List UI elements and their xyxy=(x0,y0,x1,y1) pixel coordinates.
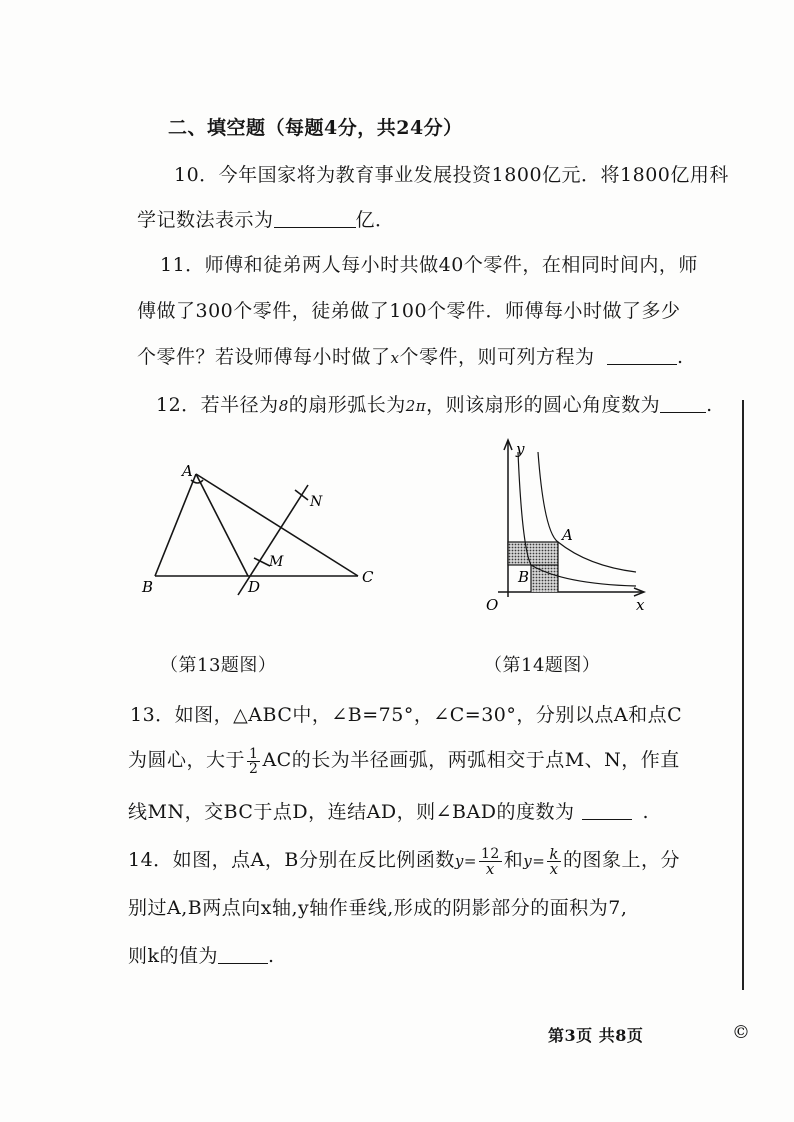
section-header: 二、填空题（每题4分，共24分） xyxy=(168,117,463,139)
segment-ab xyxy=(155,474,196,576)
f1-num: 12 xyxy=(480,845,500,862)
q14-line3-pre: 则k的值为 xyxy=(128,945,219,967)
page-number: 第3页 共8页 xyxy=(548,1026,644,1045)
label-n: N xyxy=(310,494,323,510)
q14-line1-post: 的图象上，分 xyxy=(562,849,680,871)
q13-line2-post: AC的长为半径画弧，两弧相交于点M、N，作直 xyxy=(262,749,680,771)
f1-den: x xyxy=(485,859,495,878)
shaded-region-b xyxy=(531,565,558,592)
segment-ad xyxy=(196,474,248,576)
q14-line1 xyxy=(128,845,680,876)
f2-num: k xyxy=(549,844,559,863)
f1-lhs: y xyxy=(454,852,464,870)
q14-and: 和 xyxy=(503,849,524,871)
label-a: A xyxy=(562,526,573,544)
q10-line2 xyxy=(137,205,395,232)
f2-fraction xyxy=(547,844,561,878)
q11-line2: 傅做了300个零件，徒弟做了100个零件．师傅每小时做了多少 xyxy=(137,300,681,322)
q13-line3 xyxy=(128,797,649,824)
q11-line3 xyxy=(137,342,684,369)
footer-mark: © xyxy=(732,1022,751,1043)
f2-lhs: y xyxy=(523,852,533,870)
q14-answer-blank[interactable] xyxy=(218,945,268,964)
q11-var-x: x xyxy=(390,349,400,367)
q13-line3-pre: 线MN，交BC于点D，连结AD，则∠BAD的度数为 xyxy=(128,801,575,823)
label-x: x xyxy=(636,596,645,614)
q14-line3-end: . xyxy=(268,945,275,967)
q14-line2: 别过A,B两点向x轴,y轴作垂线,形成的阴影部分的面积为7, xyxy=(128,897,628,919)
label-b: B xyxy=(518,568,530,586)
f2-den: x xyxy=(549,859,559,878)
q10-line2-pre: 学记数法表示为 xyxy=(137,209,274,231)
label-d: D xyxy=(248,578,261,596)
label-a: A xyxy=(182,462,193,480)
figure-13 xyxy=(130,450,380,610)
fraction-half xyxy=(247,747,260,776)
q12-radius: 8 xyxy=(278,397,289,415)
q12-end: . xyxy=(706,394,713,416)
label-o: O xyxy=(486,596,499,614)
q11-line3-post: 个零件，则可列方程为 xyxy=(399,346,595,368)
arc-mark-n xyxy=(295,490,308,500)
q12-pre: 12．若半径为 xyxy=(156,394,279,416)
label-m: M xyxy=(269,554,284,570)
q11-line3-pre: 个零件？若设师傅每小时做了 xyxy=(137,346,391,368)
q13-line1: 13．如图，△ABC中，∠B=75°，∠C=30°，分别以点A和点C xyxy=(130,704,683,726)
q12-answer-blank[interactable] xyxy=(660,394,706,413)
f1-fraction xyxy=(479,847,502,876)
f2-eq: = xyxy=(532,852,546,870)
fig13-caption: （第13题图） xyxy=(160,655,277,676)
q12-arc: 2π xyxy=(405,397,427,415)
shaded-region-a xyxy=(508,542,558,565)
q13-line2-pre: 为圆心，大于 xyxy=(128,749,246,771)
margin-rule xyxy=(742,400,744,990)
q12-line xyxy=(156,390,713,417)
q11-line1: 11．师傅和徒弟两人每小时共做40个零件，在相同时间内，师 xyxy=(160,254,698,276)
q10-answer-blank[interactable] xyxy=(274,209,356,228)
q11-answer-blank[interactable] xyxy=(607,346,677,365)
f1-eq: = xyxy=(463,852,477,870)
q14-line1-pre: 14．如图，点A，B分别在反比例函数 xyxy=(128,849,455,871)
fraction-half-num: 1 xyxy=(249,745,259,762)
q11-line3-end: . xyxy=(677,346,684,368)
figure-14 xyxy=(478,432,658,617)
q13-line3-end: . xyxy=(642,801,650,823)
fig14-caption: （第14题图） xyxy=(484,655,601,676)
q12-post: ，则该扇形的圆心角度数为 xyxy=(426,394,661,416)
label-b: B xyxy=(142,578,154,596)
q13-answer-blank[interactable] xyxy=(582,801,632,820)
q12-mid: 的扇形弧长为 xyxy=(288,394,406,416)
q13-line2 xyxy=(128,745,680,776)
q10-line1: 10．今年国家将为教育事业发展投资1800亿元．将1800亿用科 xyxy=(174,164,729,186)
q14-line3 xyxy=(128,941,275,968)
fraction-half-den: 2 xyxy=(249,760,259,777)
label-c: C xyxy=(362,568,374,586)
q10-line2-post: 亿． xyxy=(355,209,395,231)
label-y: y xyxy=(516,440,525,458)
